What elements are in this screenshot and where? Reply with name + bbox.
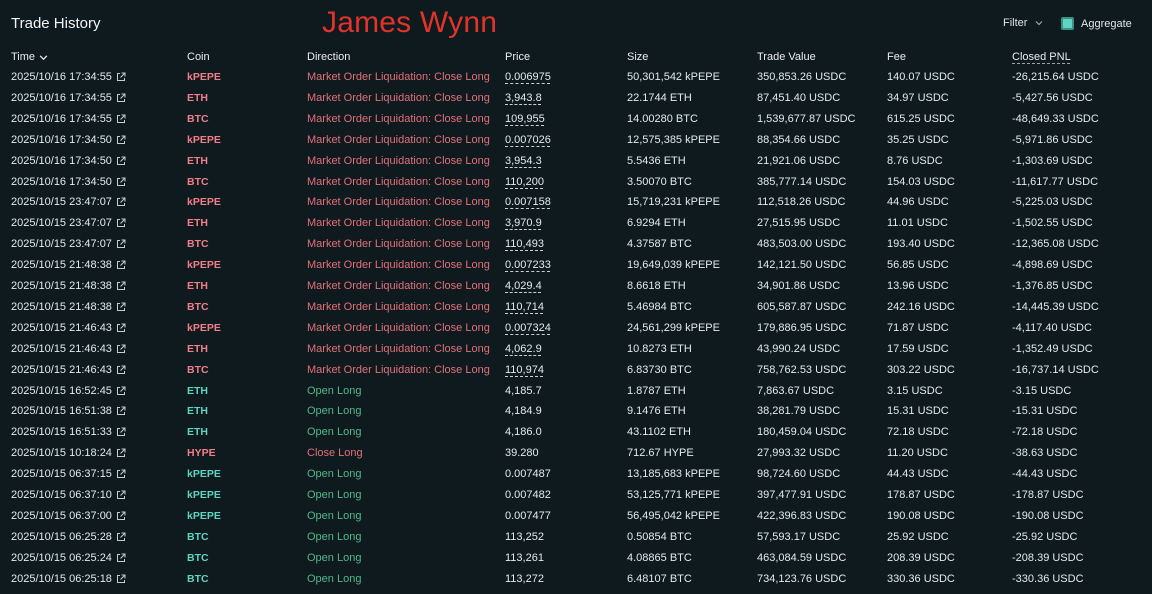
- cell-size: 0.50854 BTC: [627, 530, 692, 543]
- cell-closed-pnl: -72.18 USDC: [1012, 426, 1078, 439]
- cell-trade-value: 179,886.95 USDC: [757, 321, 847, 334]
- cell-coin: BTC: [187, 238, 209, 251]
- cell-direction: Market Order Liquidation: Close Long: [307, 217, 490, 230]
- table-row: [0, 89, 1152, 110]
- cell-size: 24,561,299 kPEPE: [627, 321, 720, 334]
- cell-closed-pnl: -5,225.03 USDC: [1012, 196, 1093, 209]
- cell-fee: 13.96 USDC: [887, 280, 949, 292]
- table-row: [0, 173, 1152, 194]
- cell-direction: Market Order Liquidation: Close Long: [307, 300, 490, 313]
- filter-label: Filter: [1003, 17, 1028, 29]
- cell-coin: kPEPE: [187, 71, 221, 83]
- external-link-icon[interactable]: [116, 365, 126, 375]
- cell-trade-value: 112,518.26 USDC: [757, 196, 846, 209]
- cell-time: [11, 176, 126, 188]
- cell-price[interactable]: 4,029.4: [505, 280, 542, 292]
- cell-fee: 140.07 USDC: [887, 71, 955, 83]
- cell-price[interactable]: 110,714: [505, 300, 544, 313]
- external-link-icon[interactable]: [116, 302, 126, 312]
- table-row: [0, 152, 1152, 173]
- aggregate-label: Aggregate: [1081, 17, 1132, 30]
- table-row: [0, 131, 1152, 152]
- cell-trade-value: 57,593.17 USDC: [757, 530, 841, 543]
- external-link-icon[interactable]: [116, 511, 126, 521]
- cell-coin: ETH: [187, 342, 208, 355]
- time-text: 2025/10/15 16:52:45: [11, 384, 112, 397]
- cell-coin: ETH: [187, 384, 208, 397]
- external-link-icon[interactable]: [116, 574, 126, 584]
- cell-trade-value: 142,121.50 USDC: [757, 259, 847, 272]
- cell-price[interactable]: 4,062.9: [505, 342, 542, 355]
- table-row: [0, 465, 1152, 486]
- time-text: 2025/10/16 17:34:55: [11, 91, 112, 104]
- cell-trade-value: 98,724.60 USDC: [757, 468, 841, 481]
- cell-trade-value: 27,993.32 USDC: [757, 447, 841, 460]
- cell-closed-pnl: -5,427.56 USDC: [1012, 91, 1093, 104]
- time-text: 2025/10/15 16:51:38: [11, 405, 112, 418]
- external-link-icon[interactable]: [116, 72, 126, 82]
- external-link-icon[interactable]: [116, 448, 126, 458]
- cell-coin: ETH: [187, 91, 208, 104]
- cell-trade-value: 734,123.76 USDC: [757, 572, 847, 585]
- chevron-down-icon: [1035, 19, 1043, 27]
- cell-direction: Open Long: [307, 489, 362, 501]
- cell-time: [11, 531, 126, 543]
- external-link-icon[interactable]: [116, 553, 126, 563]
- cell-time: [11, 552, 126, 564]
- cell-coin: BTC: [187, 551, 209, 564]
- cell-coin: kPEPE: [187, 321, 221, 334]
- cell-price: 4,185.7: [505, 384, 542, 397]
- time-text: 2025/10/15 10:18:24: [11, 447, 112, 460]
- cell-closed-pnl: -14,445.39 USDC: [1012, 300, 1099, 313]
- cell-coin: kPEPE: [187, 259, 221, 272]
- cell-size: 6.83730 BTC: [627, 363, 692, 376]
- table-row: [0, 486, 1152, 507]
- cell-trade-value: 397,477.91 USDC: [757, 489, 847, 501]
- table-row: [0, 570, 1152, 591]
- cell-coin: HYPE: [187, 447, 216, 460]
- cell-trade-value: 180,459.04 USDC: [757, 426, 847, 439]
- external-link-icon[interactable]: [116, 218, 126, 228]
- cell-fee: 154.03 USDC: [887, 175, 955, 188]
- cell-trade-value: 88,354.66 USDC: [757, 133, 841, 146]
- column-header-closed-pnl[interactable]: Closed PNL: [1012, 51, 1071, 63]
- cell-time: [11, 217, 126, 229]
- external-link-icon[interactable]: [116, 344, 126, 354]
- cell-time: [11, 155, 126, 167]
- cell-fee: 3.15 USDC: [887, 384, 943, 397]
- cell-price[interactable]: 110,493: [505, 238, 544, 251]
- cell-size: 9.1476 ETH: [627, 405, 686, 418]
- cell-price[interactable]: 0.007026: [505, 133, 551, 146]
- cell-trade-value: 34,901.86 USDC: [757, 280, 841, 292]
- cell-time: [11, 113, 126, 125]
- cell-coin: BTC: [187, 572, 209, 585]
- cell-price[interactable]: 3,954.3: [505, 154, 542, 167]
- cell-coin: ETH: [187, 405, 208, 418]
- cell-time: [11, 573, 126, 585]
- table-row: [0, 340, 1152, 361]
- table-row: [0, 68, 1152, 89]
- cell-closed-pnl: -178.87 USDC: [1012, 489, 1084, 501]
- column-header-fee: Fee: [887, 51, 906, 63]
- time-text: 2025/10/15 06:25:18: [11, 572, 112, 585]
- cell-fee: 17.59 USDC: [887, 342, 949, 355]
- external-link-icon[interactable]: [116, 93, 126, 103]
- cell-fee: 178.87 USDC: [887, 489, 955, 501]
- cell-fee: 11.20 USDC: [887, 447, 948, 460]
- cell-closed-pnl: -11,617.77 USDC: [1012, 175, 1099, 188]
- cell-fee: 44.96 USDC: [887, 196, 949, 209]
- cell-price: 113,272: [505, 572, 544, 585]
- external-link-icon[interactable]: [116, 135, 126, 145]
- cell-time: [11, 489, 126, 501]
- cell-price[interactable]: 3,943.8: [505, 91, 542, 104]
- cell-trade-value: 38,281.79 USDC: [757, 405, 841, 418]
- cell-direction: Market Order Liquidation: Close Long: [307, 133, 490, 146]
- page-title: Trade History: [11, 15, 101, 32]
- cell-trade-value: 7,863.67 USDC: [757, 384, 835, 397]
- external-link-icon[interactable]: [116, 281, 126, 291]
- cell-size: 712.67 HYPE: [627, 447, 694, 460]
- cell-time: [11, 259, 126, 271]
- cell-price[interactable]: 0.007158: [505, 196, 551, 209]
- cell-trade-value: 350,853.26 USDC: [757, 71, 847, 83]
- cell-price[interactable]: 3,970.9: [505, 217, 542, 230]
- cell-fee: 44.43 USDC: [887, 468, 949, 481]
- cell-price: 4,184.9: [505, 405, 542, 418]
- table-row: [0, 214, 1152, 235]
- table-row: [0, 444, 1152, 465]
- cell-fee: 35.25 USDC: [887, 133, 949, 146]
- cell-closed-pnl: -25.92 USDC: [1012, 530, 1078, 543]
- cell-size: 4.37587 BTC: [627, 238, 692, 251]
- cell-closed-pnl: -16,737.14 USDC: [1012, 363, 1099, 376]
- cell-time: [11, 364, 126, 376]
- cell-size: 43.1102 ETH: [627, 426, 692, 439]
- cell-trade-value: 385,777.14 USDC: [757, 175, 847, 188]
- filter-dropdown[interactable]: [1003, 17, 1043, 29]
- cell-trade-value: 1,539,677.87 USDC: [757, 112, 856, 125]
- cell-closed-pnl: -190.08 USDC: [1012, 509, 1084, 522]
- external-link-icon[interactable]: [116, 427, 126, 437]
- cell-time: [11, 71, 126, 83]
- cell-time: [11, 510, 126, 522]
- cell-direction: Market Order Liquidation: Close Long: [307, 259, 490, 272]
- cell-closed-pnl: -1,303.69 USDC: [1012, 154, 1093, 167]
- cell-fee: 242.16 USDC: [887, 300, 955, 313]
- cell-direction: Market Order Liquidation: Close Long: [307, 280, 490, 292]
- cell-size: 6.48107 BTC: [627, 572, 692, 585]
- table-row: [0, 256, 1152, 277]
- time-text: 2025/10/15 21:46:43: [11, 342, 112, 355]
- time-text: 2025/10/15 21:48:38: [11, 259, 112, 272]
- table-row: [0, 235, 1152, 256]
- cell-closed-pnl: -1,502.55 USDC: [1012, 217, 1093, 230]
- table-row: [0, 507, 1152, 528]
- external-link-icon[interactable]: [116, 177, 126, 187]
- cell-price[interactable]: 0.007324: [505, 321, 551, 334]
- cell-time: [11, 447, 126, 459]
- table-row: [0, 549, 1152, 570]
- cell-time: [11, 238, 126, 250]
- time-text: 2025/10/15 06:37:15: [11, 468, 112, 481]
- cell-closed-pnl: -15.31 USDC: [1012, 405, 1078, 418]
- table-row: [0, 402, 1152, 423]
- cell-coin: kPEPE: [187, 509, 221, 522]
- cell-price: 0.007487: [505, 468, 551, 481]
- cell-coin: BTC: [187, 363, 209, 376]
- cell-trade-value: 422,396.83 USDC: [757, 509, 847, 522]
- external-link-icon[interactable]: [116, 469, 126, 479]
- time-text: 2025/10/15 23:47:07: [11, 196, 112, 209]
- cell-fee: 208.39 USDC: [887, 551, 955, 564]
- cell-direction: Open Long: [307, 551, 362, 564]
- cell-price: 4,186.0: [505, 426, 542, 439]
- column-header-direction: Direction: [307, 51, 351, 63]
- cell-direction: Open Long: [307, 405, 362, 418]
- cell-trade-value: 483,503.00 USDC: [757, 238, 847, 251]
- cell-size: 22.1744 ETH: [627, 91, 692, 104]
- cell-fee: 56.85 USDC: [887, 259, 949, 272]
- external-link-icon[interactable]: [116, 490, 126, 500]
- cell-fee: 34.97 USDC: [887, 91, 949, 104]
- time-text: 2025/10/15 23:47:07: [11, 217, 112, 230]
- cell-closed-pnl: -208.39 USDC: [1012, 551, 1084, 564]
- cell-size: 4.08865 BTC: [627, 551, 692, 564]
- time-text: 2025/10/16 17:34:55: [11, 71, 112, 83]
- cell-trade-value: 43,990.24 USDC: [757, 342, 841, 355]
- cell-size: 50,301,542 kPEPE: [627, 71, 720, 83]
- external-link-icon[interactable]: [116, 406, 126, 416]
- cell-direction: Market Order Liquidation: Close Long: [307, 363, 490, 376]
- external-link-icon[interactable]: [116, 386, 126, 396]
- cell-coin: BTC: [187, 112, 209, 125]
- cell-size: 14.00280 BTC: [627, 112, 698, 125]
- cell-direction: Open Long: [307, 572, 362, 585]
- cell-price[interactable]: 110,200: [505, 175, 544, 188]
- cell-trade-value: 758,762.53 USDC: [757, 363, 847, 376]
- cell-closed-pnl: -1,376.85 USDC: [1012, 280, 1093, 292]
- cell-time: [11, 405, 126, 417]
- cell-coin: kPEPE: [187, 468, 221, 481]
- cell-closed-pnl: -48,649.33 USDC: [1012, 112, 1099, 125]
- cell-direction: Market Order Liquidation: Close Long: [307, 112, 490, 125]
- cell-time: [11, 322, 126, 334]
- column-header-time[interactable]: [11, 51, 48, 63]
- cell-direction: Open Long: [307, 384, 362, 397]
- cell-closed-pnl: -12,365.08 USDC: [1012, 238, 1099, 251]
- cell-time: [11, 468, 126, 480]
- column-header-size: Size: [627, 51, 649, 63]
- cell-coin: kPEPE: [187, 196, 221, 209]
- cell-time: [11, 385, 126, 397]
- table-header: [0, 51, 1152, 65]
- cell-coin: BTC: [187, 175, 209, 188]
- time-text: 2025/10/15 06:25:28: [11, 530, 112, 543]
- cell-size: 5.46984 BTC: [627, 300, 692, 313]
- cell-price[interactable]: 110,974: [505, 363, 544, 376]
- cell-coin: ETH: [187, 154, 208, 167]
- external-link-icon[interactable]: [116, 323, 126, 333]
- cell-size: 6.9294 ETH: [627, 217, 686, 230]
- cell-closed-pnl: -4,117.40 USDC: [1012, 321, 1092, 334]
- external-link-icon[interactable]: [116, 260, 126, 270]
- time-text: 2025/10/15 21:46:43: [11, 363, 112, 376]
- cell-fee: 72.18 USDC: [887, 426, 949, 439]
- time-text: 2025/10/16 17:34:50: [11, 154, 112, 167]
- cell-size: 12,575,385 kPEPE: [627, 133, 720, 146]
- cell-direction: Open Long: [307, 509, 362, 522]
- column-header-trade-value: Trade Value: [757, 51, 816, 63]
- cell-direction: Market Order Liquidation: Close Long: [307, 71, 490, 83]
- cell-trade-value: 27,515.95 USDC: [757, 217, 841, 230]
- cell-direction: Close Long: [307, 447, 363, 460]
- aggregate-toggle[interactable]: [1061, 17, 1132, 30]
- cell-fee: 25.92 USDC: [887, 530, 949, 543]
- cell-size: 3.50070 BTC: [627, 175, 692, 188]
- time-text: 2025/10/16 17:34:50: [11, 133, 112, 146]
- time-text: 2025/10/15 23:47:07: [11, 238, 112, 251]
- cell-time: [11, 92, 126, 104]
- cell-price: 0.007482: [505, 489, 551, 501]
- table-row: [0, 361, 1152, 382]
- cell-fee: 193.40 USDC: [887, 238, 955, 251]
- cell-direction: Market Order Liquidation: Close Long: [307, 342, 490, 355]
- cell-coin: ETH: [187, 280, 208, 292]
- cell-fee: 303.22 USDC: [887, 363, 955, 376]
- cell-size: 56,495,042 kPEPE: [627, 509, 720, 522]
- cell-size: 1.8787 ETH: [627, 384, 686, 397]
- external-link-icon[interactable]: [116, 532, 126, 542]
- time-text: 2025/10/16 17:34:50: [11, 175, 112, 188]
- cell-closed-pnl: -5,971.86 USDC: [1012, 133, 1093, 146]
- cell-coin: kPEPE: [187, 133, 221, 146]
- table-row: [0, 528, 1152, 549]
- cell-time: [11, 426, 126, 438]
- cell-price: 113,252: [505, 530, 544, 543]
- cell-closed-pnl: -38.63 USDC: [1012, 447, 1078, 460]
- cell-time: [11, 301, 126, 313]
- cell-time: [11, 196, 126, 208]
- time-text: 2025/10/16 17:34:55: [11, 112, 112, 125]
- column-header-price: Price: [505, 51, 531, 63]
- cell-fee: 8.76 USDC: [887, 154, 943, 167]
- cell-direction: Market Order Liquidation: Close Long: [307, 238, 490, 251]
- cell-fee: 330.36 USDC: [887, 572, 955, 585]
- aggregate-checkbox[interactable]: [1061, 17, 1074, 30]
- cell-size: 53,125,771 kPEPE: [627, 489, 720, 501]
- cell-fee: 615.25 USDC: [887, 112, 955, 125]
- table-row: [0, 382, 1152, 403]
- cell-fee: 11.01 USDC: [887, 217, 948, 230]
- cell-trade-value: 463,084.59 USDC: [757, 551, 847, 564]
- cell-trade-value: 21,921.06 USDC: [757, 154, 841, 167]
- cell-trade-value: 87,451.40 USDC: [757, 91, 841, 104]
- cell-direction: Open Long: [307, 426, 362, 439]
- cell-direction: Market Order Liquidation: Close Long: [307, 175, 490, 188]
- cell-coin: kPEPE: [187, 489, 221, 501]
- cell-closed-pnl: -44.43 USDC: [1012, 468, 1078, 481]
- cell-size: 5.5436 ETH: [627, 154, 686, 167]
- cell-price: 39.280: [505, 447, 539, 460]
- cell-time: [11, 280, 126, 292]
- cell-price[interactable]: 0.007233: [505, 259, 551, 272]
- cell-coin: ETH: [187, 426, 208, 439]
- cell-direction: Market Order Liquidation: Close Long: [307, 154, 490, 167]
- cell-direction: Open Long: [307, 530, 362, 543]
- cell-closed-pnl: -4,898.69 USDC: [1012, 259, 1093, 272]
- external-link-icon[interactable]: [116, 197, 126, 207]
- external-link-icon[interactable]: [116, 156, 126, 166]
- external-link-icon[interactable]: [116, 239, 126, 249]
- cell-time: [11, 134, 126, 146]
- cell-fee: 15.31 USDC: [887, 405, 949, 418]
- table-row: [0, 298, 1152, 319]
- cell-price: 113,261: [505, 551, 544, 564]
- cell-fee: 190.08 USDC: [887, 509, 955, 522]
- cell-trade-value: 605,587.87 USDC: [757, 300, 847, 313]
- cell-closed-pnl: -330.36 USDC: [1012, 572, 1084, 585]
- cell-price[interactable]: 109,955: [505, 112, 545, 125]
- cell-coin: BTC: [187, 300, 209, 313]
- cell-direction: Market Order Liquidation: Close Long: [307, 91, 490, 104]
- cell-size: 8.6618 ETH: [627, 280, 686, 292]
- column-header-coin: Coin: [187, 51, 210, 63]
- cell-coin: ETH: [187, 217, 208, 230]
- table-row: [0, 277, 1152, 298]
- cell-size: 10.8273 ETH: [627, 342, 692, 355]
- watermark-text: James Wynn: [322, 6, 498, 39]
- cell-time: [11, 343, 126, 355]
- cell-closed-pnl: -3.15 USDC: [1012, 384, 1072, 397]
- table-row: [0, 110, 1152, 131]
- time-text: 2025/10/15 06:37:00: [11, 509, 112, 522]
- cell-closed-pnl: -26,215.64 USDC: [1012, 71, 1099, 83]
- cell-coin: BTC: [187, 530, 209, 543]
- cell-direction: Market Order Liquidation: Close Long: [307, 321, 490, 334]
- cell-price: 0.007477: [505, 509, 551, 522]
- cell-size: 15,719,231 kPEPE: [627, 196, 720, 209]
- column-header-time-label: Time: [11, 51, 36, 63]
- time-text: 2025/10/15 06:25:24: [11, 551, 112, 564]
- sort-chevron-icon: [39, 53, 48, 62]
- time-text: 2025/10/15 21:46:43: [11, 321, 112, 334]
- external-link-icon[interactable]: [116, 114, 126, 124]
- time-text: 2025/10/15 06:37:10: [11, 489, 112, 501]
- cell-direction: Market Order Liquidation: Close Long: [307, 196, 490, 209]
- table-row: [0, 193, 1152, 214]
- cell-size: 13,185,683 kPEPE: [627, 468, 720, 481]
- cell-closed-pnl: -1,352.49 USDC: [1012, 342, 1093, 355]
- table-row: [0, 319, 1152, 340]
- time-text: 2025/10/15 21:48:38: [11, 280, 112, 292]
- cell-price[interactable]: 0.006975: [505, 71, 551, 83]
- time-text: 2025/10/15 21:48:38: [11, 300, 112, 313]
- cell-size: 19,649,039 kPEPE: [627, 259, 720, 272]
- table-row: [0, 423, 1152, 444]
- cell-fee: 71.87 USDC: [887, 321, 949, 334]
- cell-direction: Open Long: [307, 468, 362, 481]
- time-text: 2025/10/15 16:51:33: [11, 426, 112, 439]
